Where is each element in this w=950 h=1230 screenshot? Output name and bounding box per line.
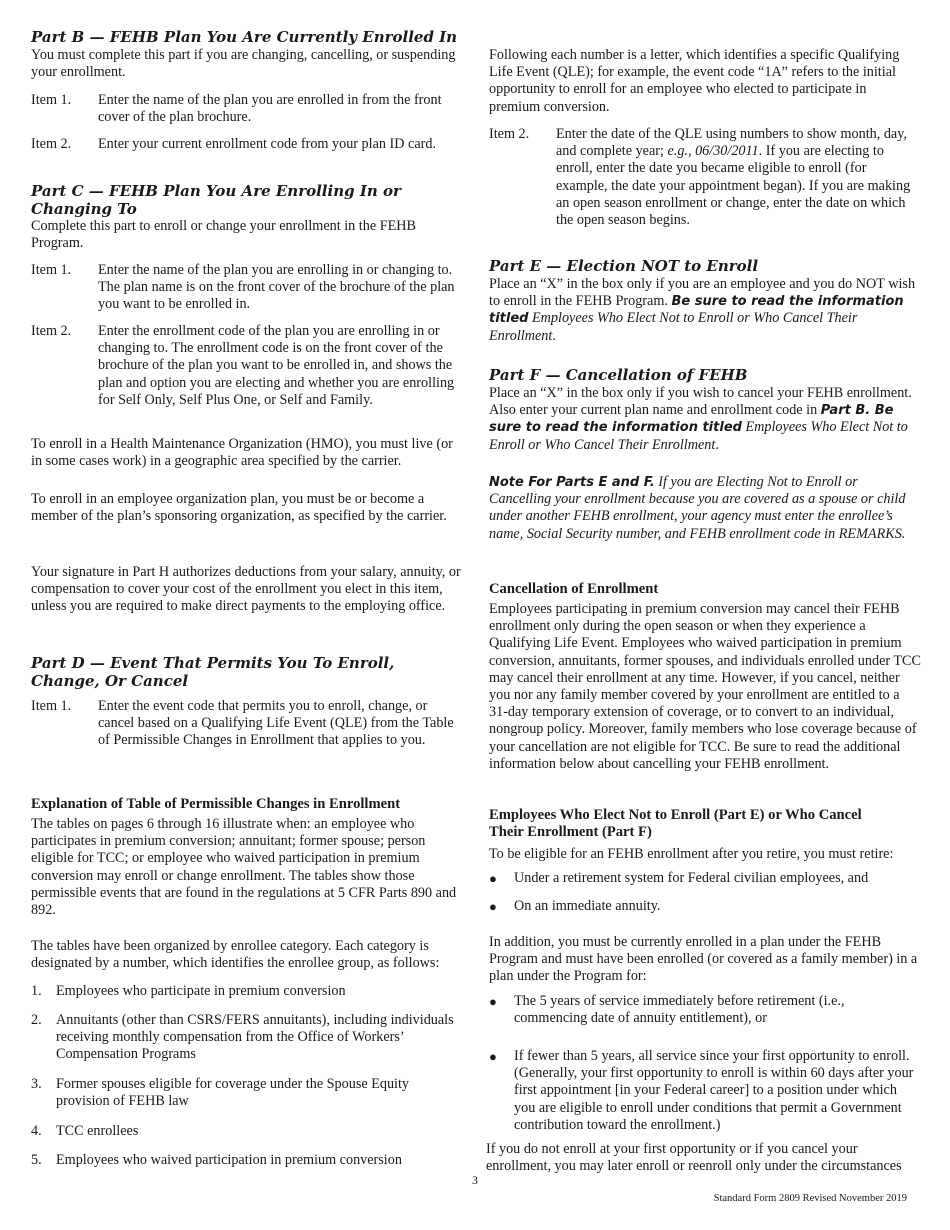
hmo-paragraph: To enroll in a Health Maintenance Organization (HMO), you must live (or in some cases work) in a geographic area specified by the carrier. [31,436,453,470]
employees-paragraph-2: In addition, you must be currently enrolled in a plan under the FEHB Program and must have been enrolled (or covered as a family member) in a plan under the Program for: [489,934,918,985]
bullet-text: The 5 years of service immediately before retirement (i.e., commencing date of annuity entitlement), or [514,993,845,1027]
part-f-body: Place an “X” in the box only if you wish to cancel your FEHB enrollment. Also enter your current plan name and enrollment code in [489,385,912,419]
item-text: Enter the name of the plan you are enrolled in from the front cover of the plan brochure. [98,92,442,126]
item-text-b: . If you are electing to enroll, enter the date you became eligible to enroll (for example, the date your appointment began). If you are making an open season enrollment or change, enter the date on which the open season begins. [556,143,911,229]
note-label: Note For Parts E and F. [489,475,655,490]
list-text: Former spouses eligible for coverage under the Spouse Equity provision of FEHB law [56,1076,410,1110]
bullet-icon: ● [489,899,497,914]
item-label: Item 1. [31,262,72,278]
item-text: Enter your current enrollment code from your plan ID card. [98,136,437,152]
part-f-end: . [715,436,719,453]
part-e-italic: Employees Who Elect Not to Enroll or Who Cancel Their Enrollment [489,310,858,344]
explanation-heading: Explanation of Table of Permissible Changes in Enrollment [31,796,401,812]
list-number: 4. [31,1123,42,1139]
part-b-intro: You must complete this part if you are changing, cancelling, or suspending your enrollment. [31,47,456,81]
bullet-text: Under a retirement system for Federal civilian employees, and [514,870,869,886]
list-number: 3. [31,1076,42,1092]
note-text: If you are Electing Not to Enroll or Cancelling your enrollment because you are covered as a spouse or child under another FEHB enrollment, your agency must enter the enrollee’s name, Social Security number, and FEHB enrollment code in REMARKS. [489,474,906,542]
bullet-text: If fewer than 5 years, all service since your first opportunity to enroll. (Generally, your first opportunity to enroll is within 60 days after your first appointment [in your Federal career] to a position under which you are eligible to enroll under conditions that permit a Government contribution toward the enrollment.) [514,1048,914,1133]
part-f-heading: Part F — Cancellation of FEHB [489,366,748,384]
part-e-bold: Be sure to read the information titled [489,294,904,327]
list-number: 5. [31,1152,42,1168]
bullet-icon: ● [489,1049,497,1064]
following-paragraph: Following each number is a letter, which identifies a specific Qualifying Life Event (QLE); for example, the event code “1A” refers to the initial opportunity to enroll for an employee who elected to participate in premium conversion. [489,47,900,115]
employees-heading: Employees Who Elect Not to Enroll (Part E) or Who Cancel Their Enrollment (Part F) [489,807,862,841]
item-label: Item 2. [31,323,72,339]
note-parts-e-f [489,474,921,543]
item-text-a: Enter the date of the QLE using numbers to show month, day, and complete year; [556,126,907,160]
bullet-icon: ● [489,994,497,1009]
part-e-heading: Part E — Election NOT to Enroll [489,257,759,275]
item-text [556,126,921,229]
part-c-intro: Complete this part to enroll or change your enrollment in the FEHB Program. [31,218,416,252]
explanation-paragraph-1: The tables on pages 6 through 16 illustrate when: an employee who participates in premium conversion; annuitant; former spouse; person eligible for TCC; or employee who waived participation in premium conversion may enroll or change enrollment. The tables show those permissible events that are found in the regulations at 5 CFR Parts 890 and 892. [31,816,457,919]
bullet-text: On an immediate annuity. [514,898,661,914]
signature-paragraph: Your signature in Part H authorizes deductions from your salary, annuity, or compensation to cover your cost of the enrollment you elect in this item, unless you are required to make direct payments to the employing office. [31,564,461,615]
cancellation-heading: Cancellation of Enrollment [489,581,659,597]
item-label: Item 1. [31,698,72,714]
item-text: Enter the name of the plan you are enrolling in or changing to. The plan name is on the front cover of the brochure of the plan you want to be enrolled in. [98,262,455,313]
item-label: Item 2. [489,126,530,142]
part-b-heading: Part B — FEHB Plan You Are Currently Enrolled In [31,28,458,46]
employees-paragraph-3: If you do not enroll at your first opportunity or if you cancel your enrollment, you may later enroll or reenroll only under the circumstances [486,1141,902,1175]
part-c-heading: Part C — FEHB Plan You Are Enrolling In or Changing To [31,182,401,218]
part-f-bold-part-b: Part B [820,403,866,419]
part-e-end: . [552,327,556,344]
part-f-italic: Employees Who Elect Not to Enroll or Who Cancel Their Enrollment [489,419,908,453]
part-f-bold: . Be sure to read the information titled [489,403,894,436]
part-e-body: Place an “X” in the box only if you are an employee and you do NOT wish to enroll in the FEHB Program. [489,276,916,310]
explanation-paragraph-2: The tables have been organized by enrollee category. Each category is designated by a number, which identifies the enrollee group, as follows: [31,938,440,972]
item-label: Item 1. [31,92,72,108]
date-example: e.g., 06/30/2011 [667,143,759,160]
form-footer: Standard Form 2809 Revised November 2019 [713,1193,907,1204]
org-plan-paragraph: To enroll in an employee organization plan, you must be or become a member of the plan’s sponsoring organization, as specified by the carrier. [31,491,447,525]
item-label: Item 2. [31,136,72,152]
list-number: 2. [31,1012,42,1028]
page-number: 3 [472,1173,478,1187]
list-text: TCC enrollees [56,1123,139,1139]
part-d-heading: Part D — Event That Permits You To Enroll, Change, Or Cancel [31,654,395,690]
list-text: Employees who waived participation in premium conversion [56,1152,402,1168]
employees-intro: To be eligible for an FEHB enrollment after you retire, you must retire: [489,846,894,862]
bullet-icon: ● [489,871,497,886]
list-number: 1. [31,983,42,999]
part-e-text [489,276,921,345]
item-text: Enter the enrollment code of the plan you are enrolling in or changing to. The enrollment code is on the front cover of the brochure of the plan you want to be enrolled in, and shows the plan and option you are electing and whether you are enrolling for Self Only, Self Plus One, or Self and Family. [98,323,455,408]
item-text: Enter the event code that permits you to enroll, change, or cancel based on a Qualifying Life Event (QLE) from the Table of Permissible Changes in Enrollment that applies to you. [98,698,454,749]
list-text: Annuitants (other than CSRS/FERS annuitants), including individuals receiving monthly compensation from the Office of Workers’ Compensation Programs [56,1012,454,1063]
part-f-text [489,385,921,454]
cancellation-text: Employees participating in premium conversion may cancel their FEHB enrollment only during the open season or when they experience a Qualifying Life Event. Employees who waived participation in premium conversion, annuitants, former spouses, and individuals enrolled under TCC may cancel their enrollment at any time. However, if you cancel, neither you nor any family member covered by your enrollment are entitled to a 31-day temporary extension of coverage, or to convert to an individual, nongroup policy. Moreover, family members who lose coverage because of your cancellation are not eligible for TCC. Be sure to read the additional information below about cancelling your FEHB enrollment. [489,601,921,772]
list-text: Employees who participate in premium conversion [56,983,346,999]
